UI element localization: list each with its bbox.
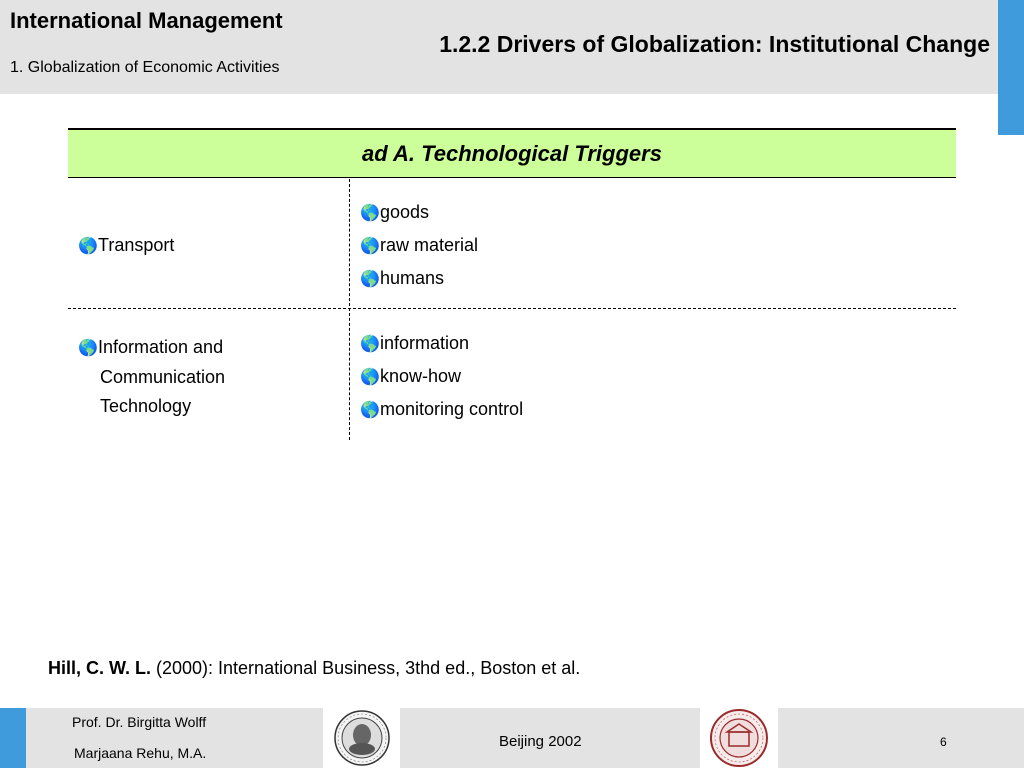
globe-icon: 🌎 — [360, 205, 380, 222]
list-item: 🌎humans — [360, 262, 478, 295]
row-items-ict — [360, 327, 523, 426]
list-item: 🌎raw material — [360, 229, 478, 262]
list-item: 🌎goods — [360, 196, 478, 229]
list-item: 🌎know-how — [360, 360, 523, 393]
footer-author-2: Marjaana Rehu, M.A. — [74, 745, 207, 761]
citation-details: (2000): International Business, 3thd ed., Boston et al. — [151, 658, 581, 678]
header-accent-bar — [998, 0, 1024, 135]
table-heading — [68, 128, 956, 178]
list-item: 🌎information — [360, 327, 523, 360]
globe-icon: 🌎 — [78, 340, 98, 357]
citation-author: Hill, C. W. L. — [48, 658, 151, 678]
row-divider — [68, 308, 956, 309]
globe-icon: 🌎 — [78, 238, 98, 255]
slide-title: 1.2.2 Drivers of Globalization: Institutional Change — [439, 31, 990, 57]
university-seal-icon — [327, 709, 397, 767]
row-category-transport: 🌎Transport — [78, 231, 174, 261]
footer-accent-bar — [0, 708, 26, 768]
footer-author-1: Prof. Dr. Birgitta Wolff — [72, 714, 207, 730]
citation — [48, 658, 580, 679]
globe-icon: 🌎 — [360, 336, 380, 353]
column-divider — [349, 179, 350, 440]
list-item: 🌎monitoring control — [360, 393, 523, 426]
course-title: International Management — [10, 8, 283, 33]
globe-icon: 🌎 — [360, 271, 380, 288]
globe-icon: 🌎 — [360, 402, 380, 419]
table-heading-text: ad A. Technological Triggers — [362, 140, 662, 166]
footer-place: Beijing 2002 — [499, 733, 582, 750]
globe-icon: 🌎 — [360, 369, 380, 386]
row-items-transport — [360, 196, 478, 295]
beijing-normal-university-seal-icon — [703, 708, 775, 768]
page-number: 6 — [940, 735, 947, 749]
globe-icon: 🌎 — [360, 238, 380, 255]
course-subtitle: 1. Globalization of Economic Activities — [10, 59, 280, 76]
row-category-ict: 🌎Information and Communication Technology — [78, 333, 225, 421]
